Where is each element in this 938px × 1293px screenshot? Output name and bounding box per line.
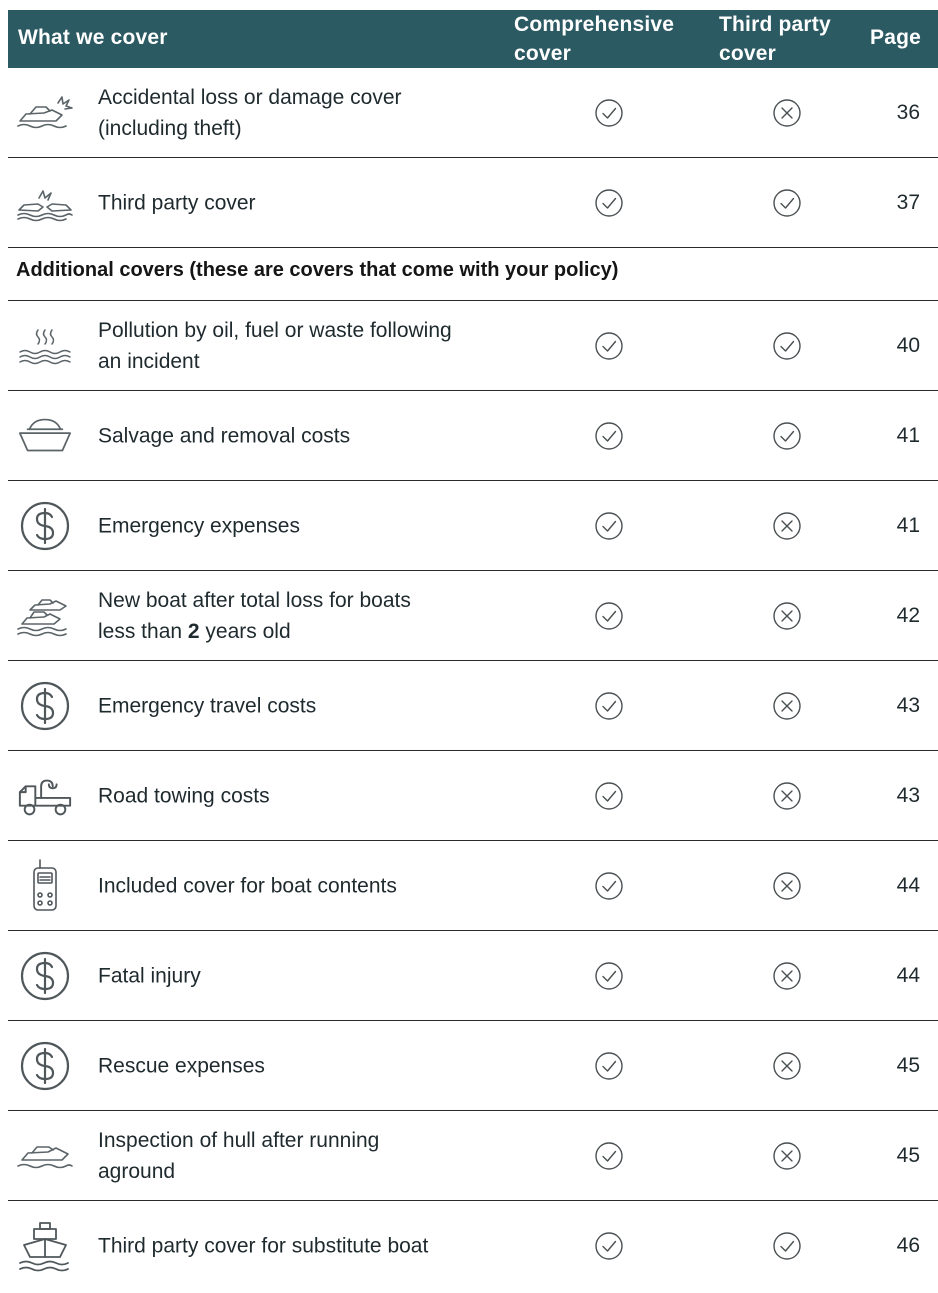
page-number: 40: [896, 333, 920, 357]
cross-icon: [772, 691, 802, 721]
header-page: Page: [870, 26, 921, 49]
new-boat-icon: [16, 587, 74, 645]
check-icon: [772, 421, 802, 451]
boat-aground-icon: [16, 1127, 74, 1185]
check-icon: [594, 98, 624, 128]
table-header: [8, 10, 938, 68]
row-line1: Third party cover: [98, 191, 256, 214]
tow-truck-icon: [16, 767, 74, 825]
cover-table: [8, 10, 938, 1291]
radio-device-icon: [16, 857, 74, 915]
row-description: [98, 780, 518, 811]
header-third-line1: Third party: [719, 13, 831, 36]
row-description: [98, 315, 518, 377]
row-line1: Included cover for boat contents: [98, 874, 397, 897]
row-description: [98, 420, 518, 451]
header-third-party-cover: [719, 10, 831, 68]
table-row: [8, 931, 938, 1021]
check-icon: [772, 1231, 802, 1261]
cross-icon: [772, 511, 802, 541]
check-icon: [594, 331, 624, 361]
table-row: [8, 301, 938, 391]
row-line2: (including theft): [98, 116, 242, 140]
table-row: [8, 158, 938, 248]
table-row: [8, 661, 938, 751]
dollar-icon: [16, 947, 74, 1005]
check-icon: [594, 871, 624, 901]
row-line1: Road towing costs: [98, 784, 270, 807]
row-line2-post: years old: [199, 619, 291, 643]
page-number: 44: [896, 963, 920, 987]
header-comprehensive-line1: Comprehensive: [514, 13, 675, 36]
check-icon: [594, 421, 624, 451]
row-line1: Fatal injury: [98, 964, 201, 987]
row-line1: Emergency travel costs: [98, 694, 317, 717]
row-description: [98, 585, 518, 647]
check-icon: [594, 961, 624, 991]
table-row: [8, 1111, 938, 1201]
table-row: [8, 391, 938, 481]
check-icon: [594, 691, 624, 721]
header-third-line2: cover: [719, 42, 777, 65]
header-what-we-cover: What we cover: [18, 26, 168, 49]
page-number: 46: [896, 1234, 920, 1257]
table-row: [8, 1021, 938, 1111]
row-line2: an incident: [98, 349, 200, 373]
row-line1: Rescue expenses: [98, 1054, 265, 1077]
page-number: 44: [896, 873, 920, 897]
row-description: [98, 870, 518, 901]
row-line1: Inspection of hull after running: [98, 1128, 380, 1152]
page-number: 36: [896, 100, 920, 124]
row-description: [98, 690, 518, 721]
pollution-icon: [16, 317, 74, 375]
check-icon: [594, 511, 624, 541]
cross-icon: [772, 781, 802, 811]
check-icon: [594, 1231, 624, 1261]
boat-collision-icon: [16, 174, 74, 232]
page-number: 43: [896, 783, 920, 807]
check-icon: [594, 781, 624, 811]
check-icon: [594, 601, 624, 631]
table-row: [8, 481, 938, 571]
row-description: [98, 1050, 518, 1081]
row-line1: Pollution by oil, fuel or waste following: [98, 318, 452, 342]
page-number: 41: [896, 423, 920, 447]
check-icon: [772, 331, 802, 361]
row-description: [98, 82, 518, 144]
row-line2-bold: 2: [187, 619, 200, 643]
table-row: [8, 1201, 938, 1291]
page-number: 37: [896, 190, 920, 214]
page-number: 42: [896, 603, 920, 627]
row-line1: Accidental loss or damage cover: [98, 85, 402, 109]
table-row: [8, 571, 938, 661]
row-description: [98, 1125, 518, 1187]
table-row: [8, 841, 938, 931]
section-title: Additional covers (these are covers that come with your policy): [16, 259, 619, 281]
cross-icon: [772, 961, 802, 991]
check-icon: [594, 188, 624, 218]
row-line2-pre: less than: [98, 619, 188, 643]
row-line1: Emergency expenses: [98, 514, 300, 537]
row-line1: Salvage and removal costs: [98, 424, 351, 447]
page-number: 43: [896, 693, 920, 717]
dollar-icon: [16, 497, 74, 555]
dollar-icon: [16, 677, 74, 735]
cross-icon: [772, 601, 802, 631]
row-line1: New boat after total loss for boats: [98, 588, 411, 612]
check-icon: [772, 188, 802, 218]
row-line2: [98, 616, 518, 647]
row-description: [98, 187, 518, 218]
dollar-icon: [16, 1037, 74, 1095]
cross-icon: [772, 1051, 802, 1081]
page-number: 45: [896, 1053, 920, 1077]
cross-icon: [772, 98, 802, 128]
row-description: [98, 510, 518, 541]
cross-icon: [772, 871, 802, 901]
row-description: [98, 1231, 518, 1262]
row-line2: aground: [98, 1159, 176, 1183]
check-icon: [594, 1051, 624, 1081]
table-row: [8, 751, 938, 841]
check-icon: [594, 1141, 624, 1171]
salvage-hull-icon: [16, 407, 74, 465]
boat-damage-icon: [16, 84, 74, 142]
row-line1: Third party cover for substitute boat: [98, 1234, 429, 1258]
header-comprehensive-cover: [514, 10, 674, 68]
ship-icon: [16, 1217, 74, 1275]
table-row: [8, 68, 938, 158]
cross-icon: [772, 1141, 802, 1171]
row-description: [98, 960, 518, 991]
section-header-additional-covers: [8, 248, 938, 301]
header-comprehensive-line2: cover: [514, 42, 572, 65]
page-number: 41: [896, 513, 920, 537]
page-number: 45: [896, 1143, 920, 1167]
